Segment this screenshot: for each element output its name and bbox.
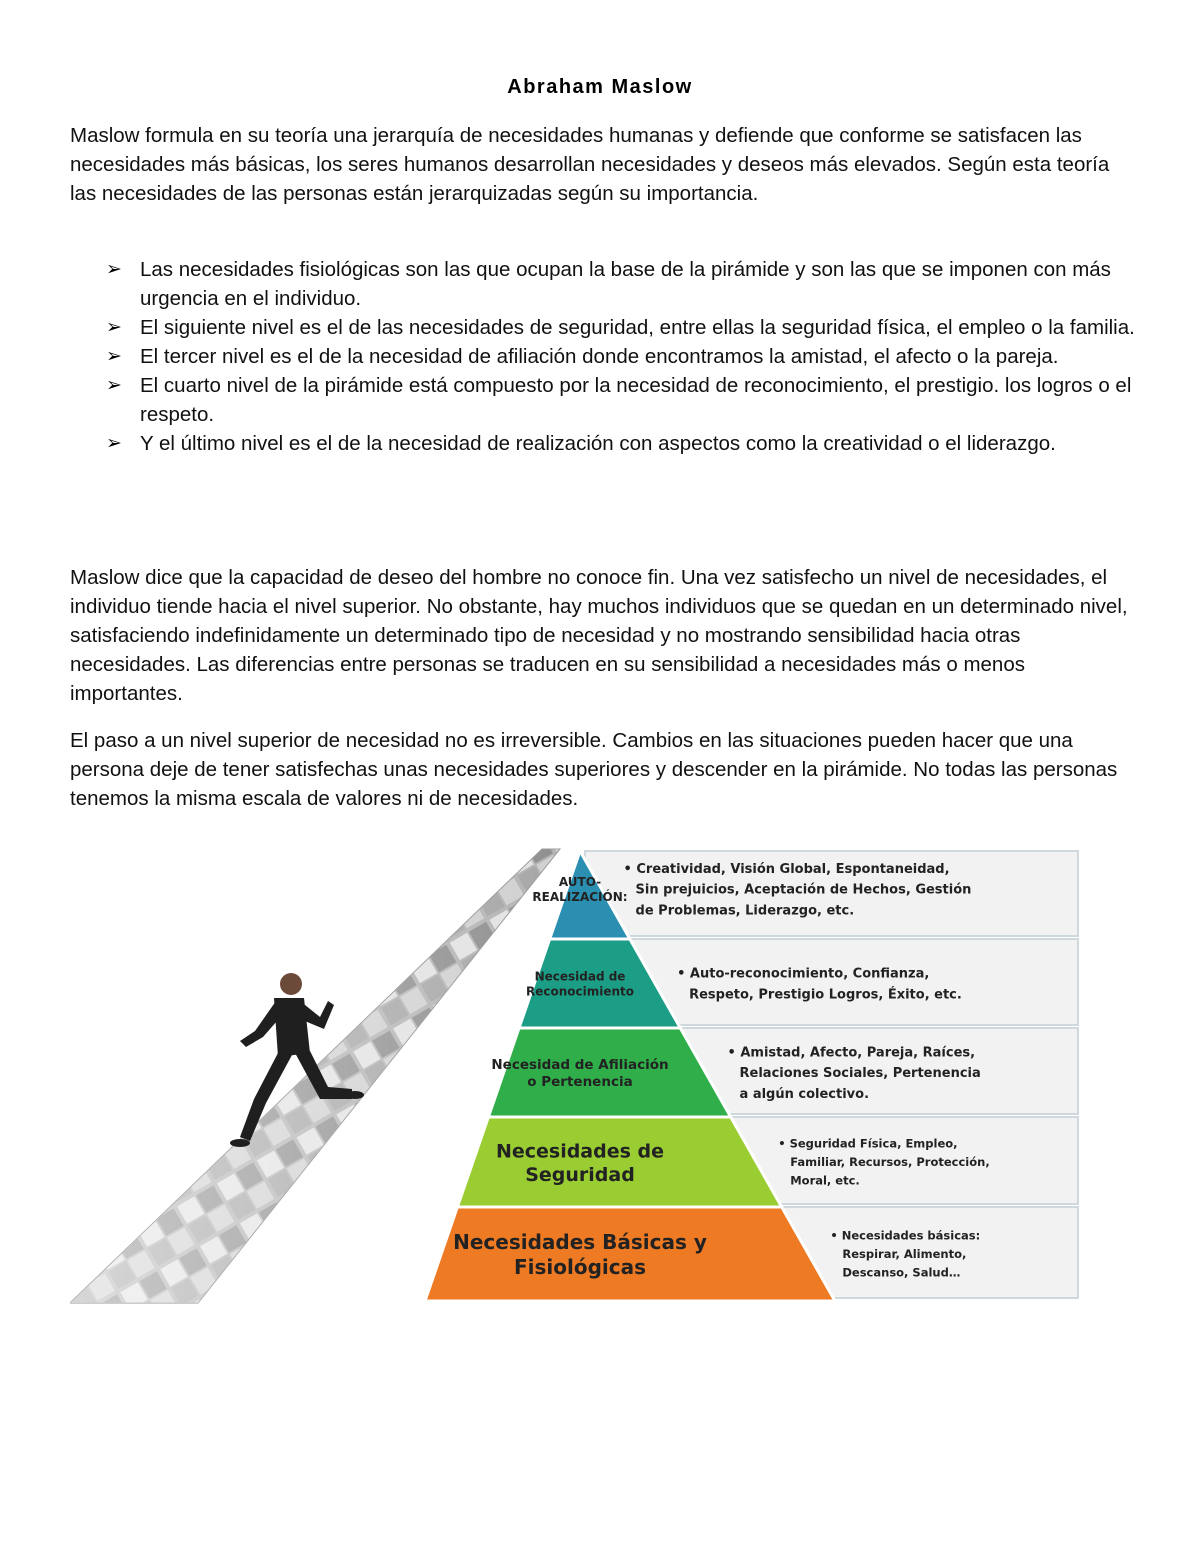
pyramid-tier-label: o Pertenencia [527,1074,633,1090]
level-description-text: Sin prejuicios, Aceptación de Hechos, Gestión [635,882,972,898]
list-item-text: El siguiente nivel es el de las necesidades de seguridad, entre ellas la seguridad física, el empleo o la familia. [140,316,1135,339]
arrow-bullet-icon: ➢ [106,432,122,454]
pyramid-svg [70,841,1090,1306]
list-item [70,371,1140,429]
pyramid-tier-label: AUTO- [558,875,602,889]
list-item-text: El cuarto nivel de la pirámide está compuesto por la necesidad de reconocimiento, el prestigio. los logros o el respeto. [140,374,1132,426]
pyramid-tier-label: Necesidad de Afiliación [491,1057,669,1074]
body-paragraph: El paso a un nivel superior de necesidad no es irreversible. Cambios en las situaciones pueden hacer que una persona deje de tener satisfechas unas necesidades superiores y descender en la pirámide. No todas las personas tenemos la misma escala de valores ni de necesidades. [70,729,1118,810]
level-description-text: a algún colectivo. [739,1086,870,1102]
list-item [70,342,1140,371]
level-description-text: Relaciones Sociales, Pertenencia [739,1066,981,1082]
level-description-text: Familiar, Recursos, Protección, [790,1155,990,1170]
level-description-text: Moral, etc. [790,1173,860,1188]
pyramid-tier-label: Necesidades Básicas y [453,1230,707,1254]
pyramid-tier [425,1207,835,1301]
level-description-text: • Necesidades básicas: [830,1228,981,1243]
level-description-text: • Creatividad, Visión Global, Espontaneidad, [623,861,950,877]
arrow-bullet-icon: ➢ [106,258,122,280]
level-description-text: de Problemas, Liderazgo, etc. [635,903,855,919]
arrow-bullet-icon: ➢ [106,345,122,367]
list-item [70,255,1140,313]
pyramid-tier-label: Reconocimiento [525,984,635,999]
pyramid-tier-label: Fisiológicas [513,1255,647,1279]
intro-paragraph: Maslow formula en su teoría una jerarquía de necesidades humanas y defiende que conforme se satisfacen las necesidades más básicas, los seres humanos desarrollan necesidades y deseos más elevados. Según esta teoría las necesidades de las personas están jerarquizadas según su importancia. [70,124,1110,205]
level-description-text: • Amistad, Afecto, Pareja, Raíces, [727,1045,976,1061]
list-item [70,429,1140,458]
level-description-text: Respirar, Alimento, [842,1247,967,1262]
list-item-text: Y el último nivel es el de la necesidad de realización con aspectos como la creatividad o el liderazgo. [140,432,1056,455]
level-description-text: • Seguridad Física, Empleo, [778,1136,958,1151]
arrow-bullet-icon: ➢ [106,316,122,338]
list-item-text: El tercer nivel es el de la necesidad de afiliación donde encontramos la amistad, el afecto o la pareja. [140,345,1059,368]
level-description-text: Descanso, Salud… [842,1265,961,1280]
page-title: Abraham Maslow [507,76,693,98]
pyramid-tier-label: Necesidades de [495,1140,665,1163]
list-item [70,313,1140,342]
level-description-text: Respeto, Prestigio Logros, Éxito, etc. [689,987,962,1003]
level-description-text: • Auto-reconocimiento, Confianza, [677,966,930,982]
list-item-text: Las necesidades fisiológicas son las que ocupan la base de la pirámide y son las que se imponen con más urgencia en el individuo. [140,258,1111,310]
pyramid-tier-label: REALIZACIÓN: [532,890,628,904]
needs-bullet-list [70,255,1140,458]
maslow-pyramid-figure [70,841,1090,1306]
pyramid-tier-label: Necesidad de [534,969,626,984]
arrow-bullet-icon: ➢ [106,374,122,396]
pyramid-tier-label: Seguridad [525,1164,635,1186]
body-paragraph: Maslow dice que la capacidad de deseo del hombre no conoce fin. Una vez satisfecho un nivel de necesidades, el individuo tiende hacia el nivel superior. No obstante, hay muchos individuos que se quedan en un determinado nivel, satisfaciendo indefinidamente un determinado tipo de necesidad y no mostrando sensibilidad hacia otras necesidades. Las diferencias entre personas se traducen en su sensibilidad a necesidades más o menos importantes. [70,566,1128,705]
